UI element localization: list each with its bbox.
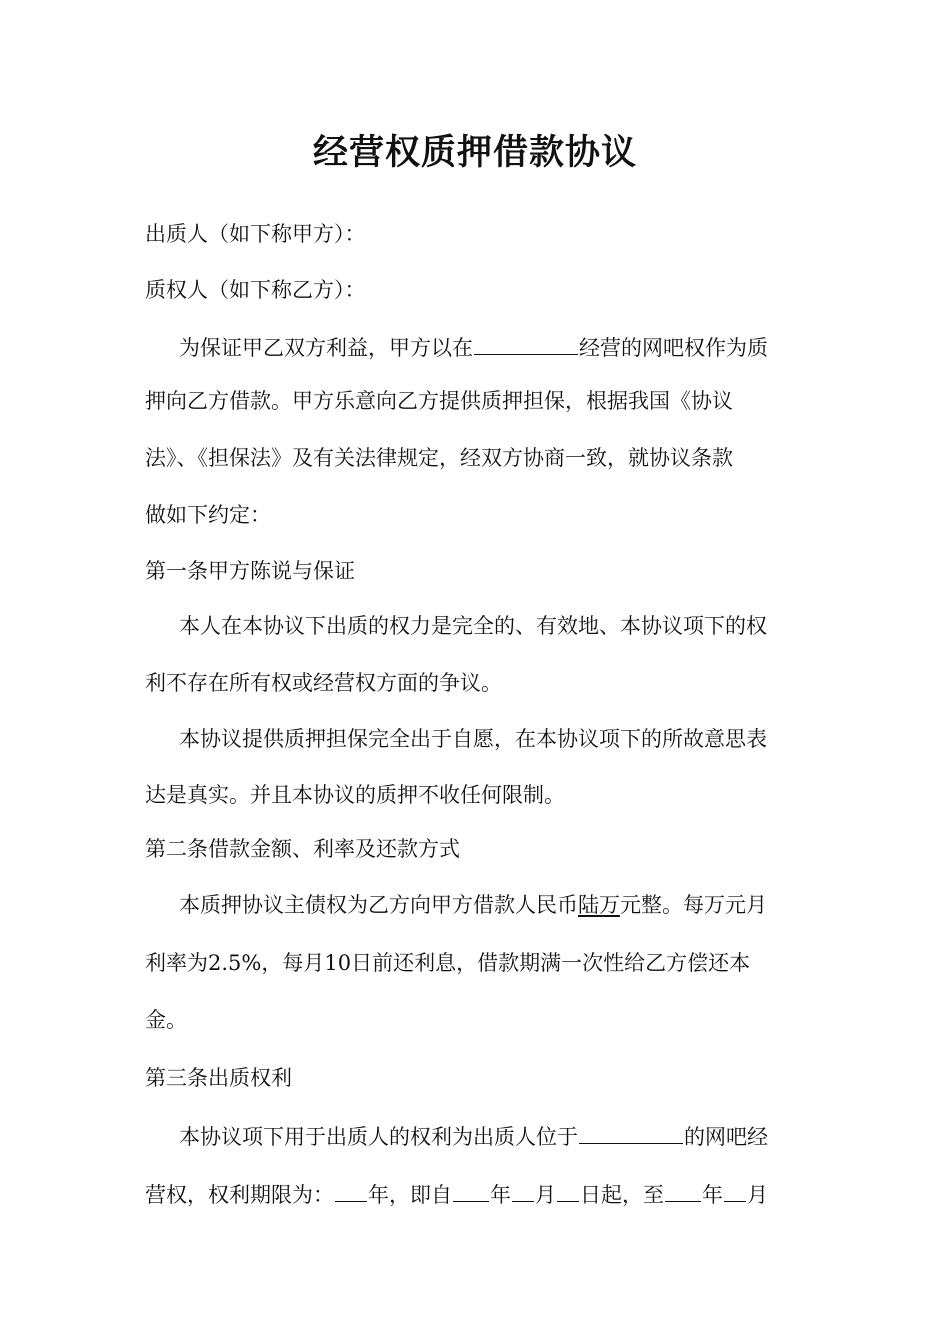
document-title: 经营权质押借款协议	[312, 132, 637, 173]
article-3-line-1	[145, 1123, 807, 1148]
intro-text: 经营的网吧权作为质	[579, 336, 768, 360]
article-3-text: 本协议项下用于出质人的权利为出质人位于	[179, 1125, 578, 1149]
article-3-text: 营权，权利期限为：	[145, 1183, 334, 1207]
end-month-blank	[724, 1181, 746, 1202]
start-day-blank	[557, 1181, 579, 1202]
intro-line-1	[145, 334, 807, 359]
address-blank	[579, 1123, 683, 1144]
party-a-line: 出质人（如下称甲方）：	[145, 222, 366, 246]
end-year-blank	[665, 1181, 701, 1202]
party-b-line: 质权人（如下称乙方）：	[145, 278, 366, 302]
article-2-heading: 第二条借款金额、利率及还款方式	[145, 837, 460, 861]
article-3-text: 月	[747, 1183, 768, 1207]
article-1-p1-line-1: 本人在本协议下出质的权力是完全的、有效地、本协议项下的权	[179, 614, 767, 638]
intro-line-4: 做如下约定：	[145, 503, 271, 527]
article-1-p2-line-1: 本协议提供质押担保完全出于自愿，在本协议项下的所故意思表	[179, 727, 767, 751]
intro-line-2: 押向乙方借款。甲方乐意向乙方提供质押担保，根据我国《协议	[145, 389, 733, 413]
article-2-line-2: 利率为2.5%，每月10日前还利息，借款期满一次性给乙方偿还本	[145, 951, 751, 975]
location-blank	[474, 334, 578, 355]
start-month-blank	[512, 1181, 534, 1202]
article-3-text: 日起，至	[580, 1183, 664, 1207]
loan-amount: 陆万	[578, 893, 620, 917]
article-1-p2-line-2: 达是真实。并且本协议的质押不收任何限制。	[145, 783, 565, 807]
article-2-text: 元整。每万元月	[620, 893, 767, 917]
article-3-text: 月	[535, 1183, 556, 1207]
article-1-p1-line-2: 利不存在所有权或经营权方面的争议。	[145, 671, 502, 695]
article-3-heading: 第三条出质权利	[145, 1066, 292, 1090]
article-3-text: 年	[702, 1183, 723, 1207]
intro-text: 为保证甲乙双方利益，甲方以在	[179, 336, 473, 360]
article-3-text: 年，即自	[368, 1183, 452, 1207]
article-2-line-1	[145, 895, 807, 916]
article-2-line-3: 金。	[145, 1008, 187, 1032]
article-3-line-2	[145, 1181, 807, 1206]
article-3-text: 年	[490, 1183, 511, 1207]
article-2-text: 本质押协议主债权为乙方向甲方借款人民币	[179, 893, 578, 917]
start-year-blank	[453, 1181, 489, 1202]
article-1-heading: 第一条甲方陈说与保证	[145, 559, 355, 583]
article-3-text: 的网吧经	[684, 1125, 768, 1149]
intro-line-3: 法》、《担保法》及有关法律规定，经双方协商一致，就协议条款	[145, 446, 733, 470]
term-years-blank	[335, 1181, 367, 1202]
